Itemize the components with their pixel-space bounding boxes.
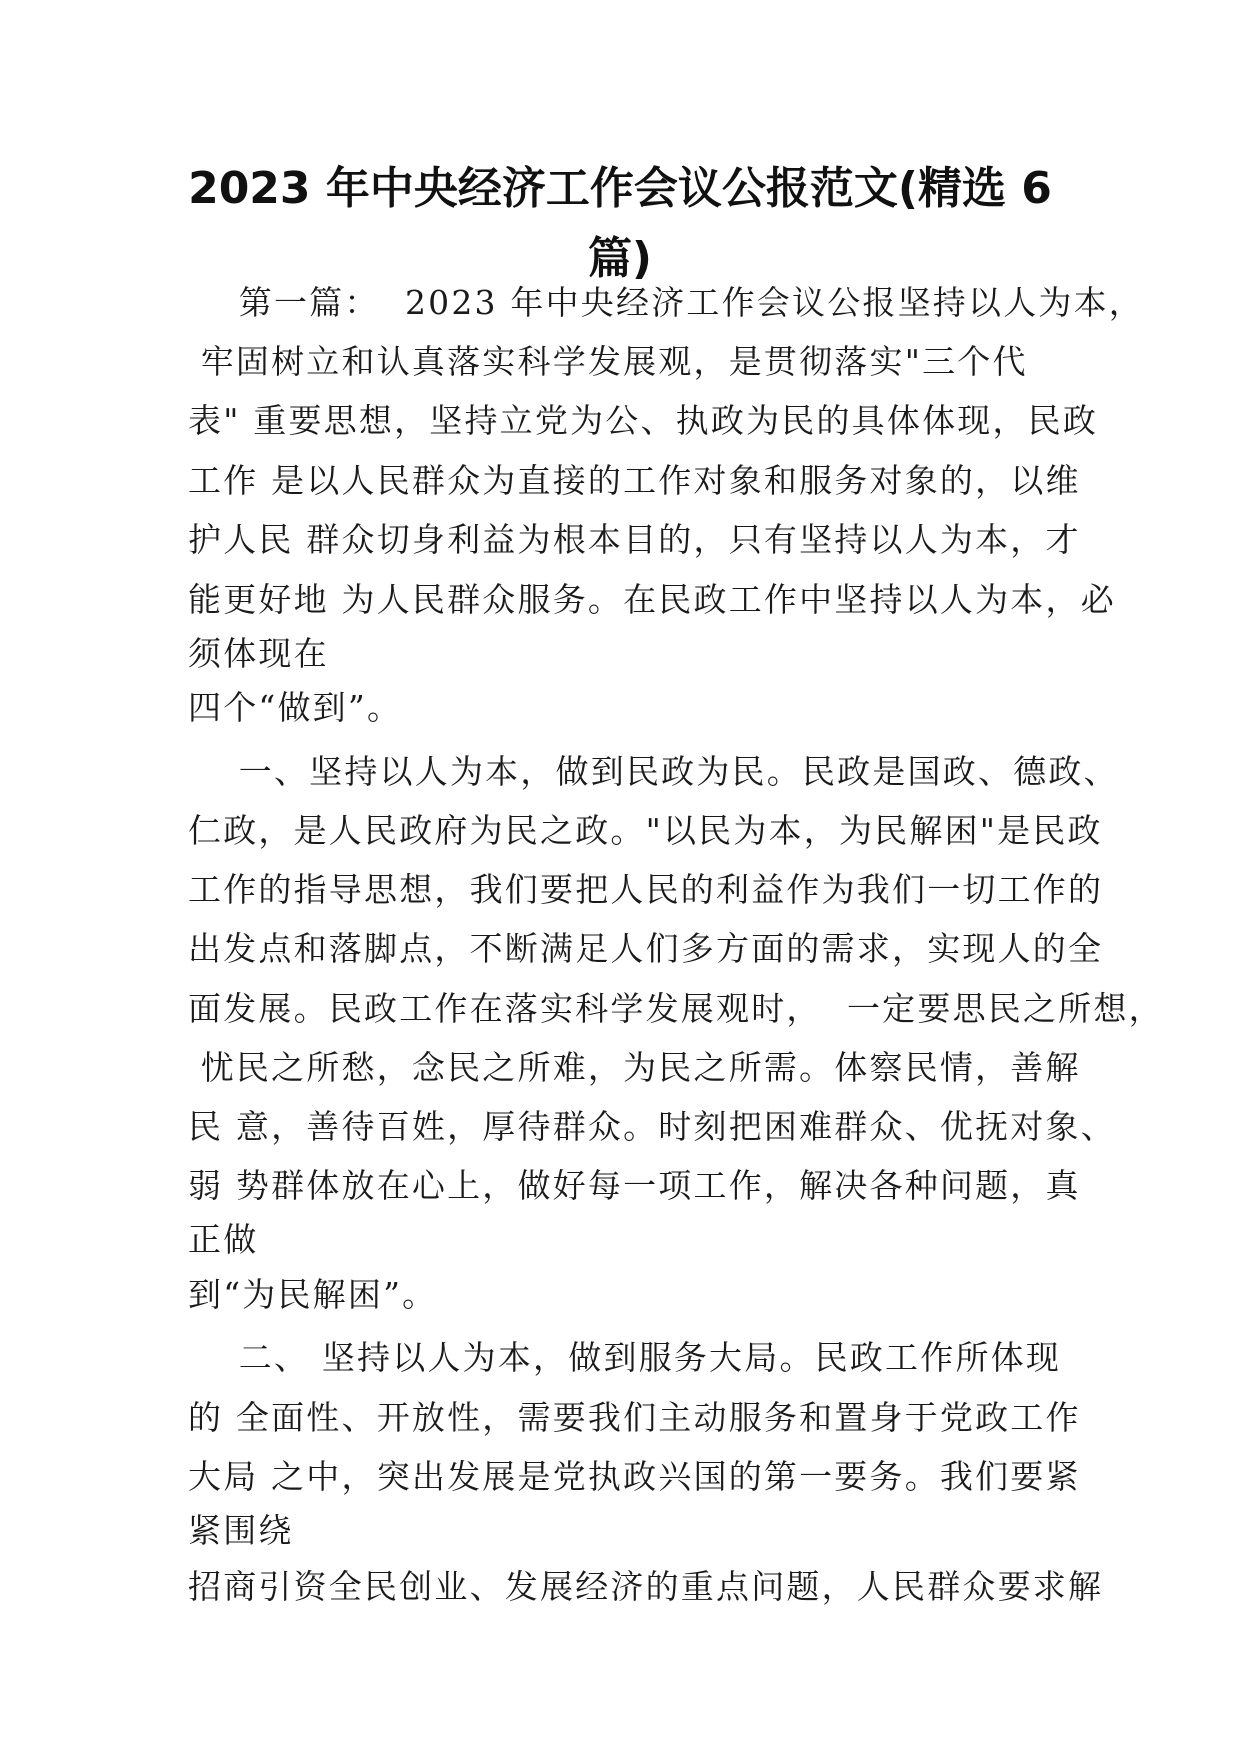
body-line: 正做 <box>188 1220 259 1259</box>
body-line: 紧围绕 <box>188 1511 294 1550</box>
body-line: 招商引资全民创业、发展经济的重点问题，人民群众要求解 <box>188 1567 1104 1606</box>
body-line: 二、 坚持以人为本，做到服务大局。民政工作所体现 <box>188 1338 1062 1377</box>
body-line: 到“为民解困”。 <box>188 1275 438 1314</box>
body-line: 面发展。民政工作在落实科学发展观时， 一定要思民之所想， <box>188 989 1164 1028</box>
body-line: 须体现在 <box>188 634 329 673</box>
body-line: 弱 势群体放在心上，做好每一项工作，解决各种问题，真 <box>188 1166 1081 1205</box>
body-line: 工作的指导思想，我们要把人民的利益作为我们一切工作的 <box>188 870 1104 909</box>
body-line: 四个“做到”。 <box>188 688 403 727</box>
body-line: 表" 重要思想，坚持立党为公、执政为民的具体体现，民政 <box>188 401 1099 440</box>
body-line: 忧民之所愁，念民之所难，为民之所需。体察民情，善解 <box>188 1048 1081 1087</box>
body-line: 出发点和落脚点，不断满足人们多方面的需求，实现人的全 <box>188 929 1104 968</box>
body-line: 第一篇： 2023 年中央经济工作会议公报坚持以人为本， <box>188 283 1145 322</box>
body-line: 的 全面性、开放性，需要我们主动服务和置身于党政工作 <box>188 1398 1081 1437</box>
body-line: 一、坚持以人为本，做到民政为民。民政是国政、德政、 <box>188 752 1119 791</box>
body-line: 仁政，是人民政府为民之政。"以民为本，为民解困"是民政 <box>188 811 1103 850</box>
body-line: 能更好地 为人民群众服务。在民政工作中坚持以人为本，必 <box>188 580 1116 619</box>
document-title-line-2: 篇) <box>587 233 653 284</box>
body-line: 工作 是以人民群众为直接的工作对象和服务对象的，以维 <box>188 461 1081 500</box>
body-line: 护人民 群众切身利益为根本目的，只有坚持以人为本，才 <box>188 520 1081 559</box>
body-line: 民 意，善待百姓，厚待群众。时刻把困难群众、优抚对象、 <box>188 1107 1116 1146</box>
document-title-line-1: 2023 年中央经济工作会议公报范文(精选 6 <box>188 163 1052 214</box>
body-line: 大局 之中，突出发展是党执政兴国的第一要务。我们要紧 <box>188 1457 1081 1496</box>
body-line: 牢固树立和认真落实科学发展观，是贯彻落实"三个代 <box>188 342 1028 381</box>
